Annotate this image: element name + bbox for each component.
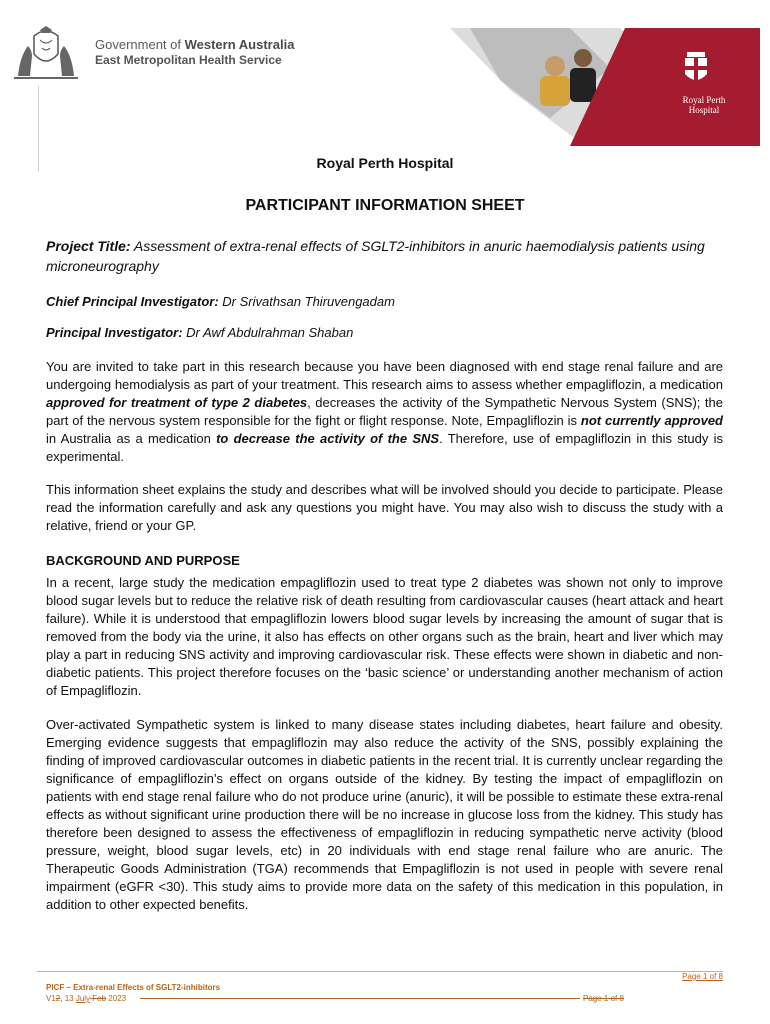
footer-strikethrough-line bbox=[140, 998, 580, 999]
information-paragraph: This information sheet explains the study and describes what will be involved should you decide to participate. Please read the information carefully and ask any questions you might have. You may also wish to discuss the study with a relative, friend or your GP. bbox=[46, 482, 723, 533]
government-name: Government of Western Australia bbox=[95, 37, 295, 52]
hospital-logo-line2: Hospital bbox=[688, 105, 720, 115]
project-title: Project Title: Assessment of extra-renal effects of SGLT2-inhibitors in anuric haemodialysis patients using microneurography bbox=[46, 238, 705, 274]
background-heading: BACKGROUND AND PURPOSE bbox=[46, 553, 240, 568]
footer-rule bbox=[37, 971, 723, 972]
health-service-name: East Metropolitan Health Service bbox=[95, 53, 282, 67]
hospital-name-heading: Royal Perth Hospital bbox=[316, 155, 454, 171]
footer-version: V12, 13 July Feb 2023 bbox=[46, 994, 127, 1003]
background-paragraph-2: Over-activated Sympathetic system is linked to many disease states including diabetes, heart failure and obesity. Emerging evidence suggests that empagliflozin may also reduce the activity of the SNS, possibly explaining the finding of improved cardiovascular outcomes in diabetic patients in the recent trial. It is currently unclear regarding the significance of empagliflozin’s effect on organs outside of the kidney. By testing the impact of empagliflozin on patients with end stage renal failure who do not produce urine (anuric), it will be possible to estimate these extra-renal effects as without significant urine production there will be no increase in glucose loss from the kidney. This study has therefore been designed to assess the effectiveness of empagliflozin in reducing sympathetic nerve activity (blood pressure, weight, blood sugar levels, etc) in 20 individuals with end stage renal failure who are anuric. The Therapeutic Goods Administration (TGA) recommends that Empagliflozin is not used in people with severe renal impairment (eGFR <30). This study aims to provide more data on the safety of this medication in this population, in addition to other expected benefits. bbox=[46, 717, 723, 912]
page-number-bottom: Page 1 of 8 bbox=[583, 994, 624, 1003]
wa-government-crest-logo bbox=[10, 26, 82, 82]
page-number-top: Page 1 of 8 bbox=[682, 972, 723, 981]
footer-document-reference: PICF – Extra-renal Effects of SGLT2-inhibitors bbox=[46, 983, 221, 992]
hospital-logo-line1: Royal Perth bbox=[682, 95, 726, 105]
header-banner-graphic bbox=[450, 28, 760, 146]
chief-principal-investigator: Chief Principal Investigator: Dr Srivathsan Thiruvengadam bbox=[46, 294, 395, 309]
principal-investigator: Principal Investigator: Dr Awf Abdulrahman Shaban bbox=[46, 325, 354, 340]
hospital-logo-text bbox=[676, 95, 732, 115]
invitation-paragraph: You are invited to take part in this research because you have been diagnosed with end stage renal failure and are undergoing hemodialysis as part of your treatment. This research aims to assess whether empagliflozin, a medication approved for treatment of type 2 diabetes, decreases the activity of the Sympathetic Nervous System (SNS); the part of the nervous system responsible for the fight or flight response. Note, Empagliflozin is not currently approved in Australia as a medication to decrease the activity of the SNS. Therefore, use of empagliflozin in this study is experimental. bbox=[46, 359, 723, 464]
document-title: PARTICIPANT INFORMATION SHEET bbox=[245, 197, 525, 214]
background-paragraph-1: In a recent, large study the medication empagliflozin used to treat type 2 diabetes was shown not only to improve blood sugar levels but to reduce the relative risk of death resulting from cardiovascular causes (heart attack and heart failure). While it is understood that empagliflozin lowers blood sugar levels by increasing the amount of sugar that is removed from the body via the urine, it also has effects on other organs such as the brain, heart and liver which may play a part in reducing SNS activity and improving cardiovascular risk. These effects were shown in diabetic and non-diabetic patients. This project therefore focuses on the ‘basic science’ or understanding another mechanism of action of Empagliflozin. bbox=[46, 575, 723, 698]
